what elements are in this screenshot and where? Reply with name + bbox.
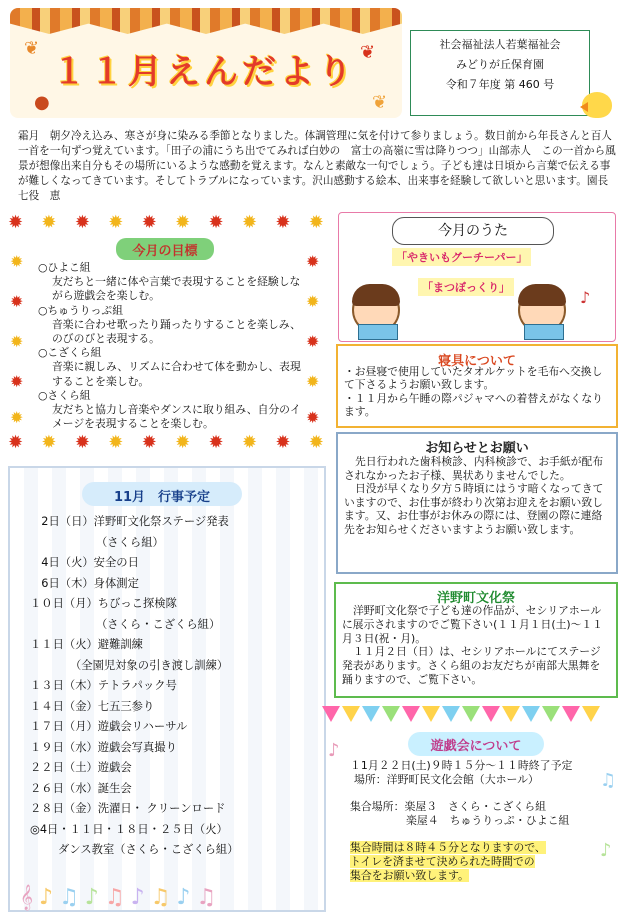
song-title: 今月のうた — [392, 217, 554, 245]
bunting-decoration — [322, 706, 622, 726]
schedule-row: 4日（火）安全の日 — [30, 556, 139, 569]
singing-child-illustration — [518, 286, 566, 334]
goal-group: ○こざくら組 — [38, 346, 102, 360]
recital-line: １1月２２日(土)９時１５分～１１時終了予定 — [350, 759, 573, 772]
music-note-icon: ♫ — [59, 885, 79, 910]
schedule-row: １９日（水）遊戯会写真撮り — [30, 740, 177, 754]
leaf-icon: ✹ — [10, 332, 24, 351]
schedule-row: １７日（月）遊戯会リハーサル — [30, 720, 188, 733]
schedule-row-sub: ダンス教室（さくら・こざくら組） — [58, 843, 239, 856]
schedule-row: 2日（日）洋野町文化祭ステージ発表 — [30, 515, 229, 528]
goals-list — [38, 261, 310, 431]
maple-leaf-icon: ❦ — [24, 38, 40, 59]
org-info — [410, 30, 590, 116]
leaf-border-top: ✹ ✹ ✹ ✹ ✹ ✹ ✹ ✹ ✹ ✹ — [8, 212, 324, 233]
goal-group: ○さくら組 — [38, 388, 91, 402]
leaf-icon: ✹ — [306, 408, 320, 427]
goals-title: 今月の目標 — [132, 244, 198, 259]
recital-title: 遊戯会について — [430, 739, 522, 754]
recital-line: 楽屋４ ちゅうりっぷ・ひよこ組 — [406, 813, 570, 827]
leaf-icon: ✹ — [10, 252, 24, 271]
goal-group: ○ひよこ組 — [38, 261, 91, 274]
schedule-row-sub: （さくら・こざくら組） — [96, 617, 221, 631]
recital-text — [350, 759, 610, 882]
notice-paragraph: 日没が早くなり夕方５時頃にはうす暗くなってきていますので、お仕事が終わり次第お迎えをお願い致します。又、お仕事がお休みの際には、登園の際に連絡先をお知らせくださいますようお願い致します。 — [344, 482, 604, 536]
music-notes-decoration — [20, 850, 320, 910]
leaf-icon: ✹ — [10, 372, 24, 391]
maple-leaf-icon: ❦ — [360, 42, 376, 63]
org-name: 社会福祉法人若葉福祉会 — [439, 38, 561, 51]
schedule-row: １３日（木）テトラパック号 — [30, 679, 177, 692]
leaf-icon: ✹ — [306, 292, 320, 311]
music-note-icon: ♪ — [600, 840, 612, 861]
music-note-icon: ♫ — [104, 885, 125, 910]
festival-text — [342, 604, 610, 687]
schedule-row: ２６日（水）誕生会 — [30, 781, 132, 795]
recital-line: 集合時間は８時４５分となりますので、 — [350, 841, 546, 855]
music-note-icon: ♪ — [39, 885, 54, 910]
issue-number: 令和７年度 第 460 号 — [445, 78, 555, 91]
goal-text: 音楽に合わせ歌ったり踊ったりすることを楽しみ、のびのびと表現する。 — [52, 317, 301, 346]
leaf-icon: ✹ — [306, 252, 320, 271]
song-item: 「まつぼっくり」 — [418, 278, 514, 296]
festival-paragraph: 洋野町文化祭で子ども達の作品が、セシリアホールに展示されますのでご覧下さい(１１月１日(土)～１１月３日(祝・月)。 — [342, 604, 603, 645]
recital-line: 集合をお願い致します。 — [350, 868, 469, 882]
schedule-title: 11月 行事予定 — [113, 490, 211, 505]
bedding-line: ・お昼寝で使用していたタオルケットを毛布へ交換して下さるようお願い致します。 — [344, 365, 603, 392]
schedule-row: ◎4日・１１日・１８日・２５日（火） — [30, 822, 228, 836]
notice-paragraph: 先日行われた歯科検診、内科検診で、お手紙が配布されなかったお子様、異状ありませんでした。 — [344, 455, 604, 482]
notice-text — [344, 455, 610, 537]
schedule-row: １４日（金）七五三参り — [30, 699, 155, 713]
bedding-title: 寝具について — [438, 354, 516, 369]
leaf-icon: ✹ — [10, 292, 24, 311]
leaf-icon: ✹ — [10, 408, 24, 427]
schedule-row: ２８日（金）洗濯日・ クリーンロード — [30, 802, 226, 815]
recital-line: 集合場所：楽屋３ さくら・こざくら組 — [350, 800, 547, 814]
goal-text: 友だちと一緒に体や言葉で表現することを経験しながら遊戯会を楽しむ。 — [52, 275, 301, 303]
chick-icon — [582, 92, 612, 118]
music-note-icon: ♪ — [176, 885, 191, 910]
intro-message: 霜月 朝夕冷え込み、寒さが身に染みる季節となりました。体調管理に気を付けて参りましょう。数日前から年長さんと百人一首を一句ずつ覚えています。「田子の浦にうち出でてみれば白妙の 富士の高嶺に雪は降りつつ」山部赤人 この一首から風景が想像出来自分もその場所にいるような感動を覚えます。なんと素敵な一句でしょう。子ども達は日頃から言葉で伝える事が難しくなってきています。そしてトラブルになっています。沢山感動する絵本、出来事を経験して欲しいと思います。園長 七役 恵 — [18, 130, 619, 202]
maple-leaf-icon: ❦ — [372, 92, 388, 113]
leaf-icon: ✹ — [306, 372, 320, 391]
autumn-garland — [10, 8, 402, 34]
music-note-icon: ♪ — [84, 885, 99, 910]
goal-text: 音楽に親しみ、リズムに合わせて体を動かし、表現することを楽しむ。 — [52, 360, 301, 388]
goal-group: ○ちゅうりっぷ組 — [38, 303, 123, 317]
bedding-text — [344, 365, 610, 419]
school-name: みどりが丘保育園 — [456, 58, 544, 71]
song-item: 「やきいもグーチーパー」 — [392, 248, 531, 266]
schedule-list — [30, 512, 312, 861]
music-note-icon: ♫ — [150, 885, 171, 910]
treble-clef-icon: 𝄞 — [20, 885, 34, 910]
festival-paragraph: １１月２日（日）は、セシリアホールにてステージ発表があります。さくら組のお友だちが南部大黒舞を踊りますので、ご覧下さい。 — [342, 645, 601, 686]
music-note-icon: ♫ — [196, 885, 217, 910]
schedule-row: 6日（木）身体測定 — [30, 576, 139, 590]
recital-line: トイレを済ませて決められた時間での — [350, 854, 535, 868]
music-note-icon: ♪ — [130, 885, 145, 910]
schedule-row: １１日（火）避難訓練 — [30, 638, 143, 651]
notice-title: お知らせとお願い — [425, 441, 529, 456]
leaf-border-bottom: ✹ ✹ ✹ ✹ ✹ ✹ ✹ ✹ ✹ ✹ — [8, 432, 324, 453]
singing-child-illustration — [352, 286, 400, 334]
music-note-icon: ♫ — [600, 770, 617, 791]
bedding-line: ・１１月から午睡の際パジャマへの着替えがなくなります。 — [344, 391, 603, 419]
schedule-row: １０日（月）ちびっこ探検隊 — [30, 597, 177, 610]
schedule-row: ２２日（土）遊戯会 — [30, 761, 132, 774]
leaf-icon: ✹ — [306, 332, 320, 351]
goal-text: 友だちと協力し音楽やダンスに取り組み、自分のイメージを表現することを楽しむ。 — [52, 403, 301, 431]
music-note-icon: ♪ — [580, 288, 591, 307]
recital-line: 場所：洋野町民文化会館（大ホール） — [354, 772, 539, 786]
schedule-row-sub: （さくら組） — [96, 535, 164, 549]
festival-title: 洋野町文化祭 — [436, 591, 515, 606]
page-title: １１月えんだより — [52, 52, 356, 92]
schedule-row-sub: （全園児対象の引き渡し訓練） — [70, 658, 229, 672]
music-note-icon: ♪ — [328, 740, 340, 761]
acorn-icon: ● — [34, 92, 50, 113]
